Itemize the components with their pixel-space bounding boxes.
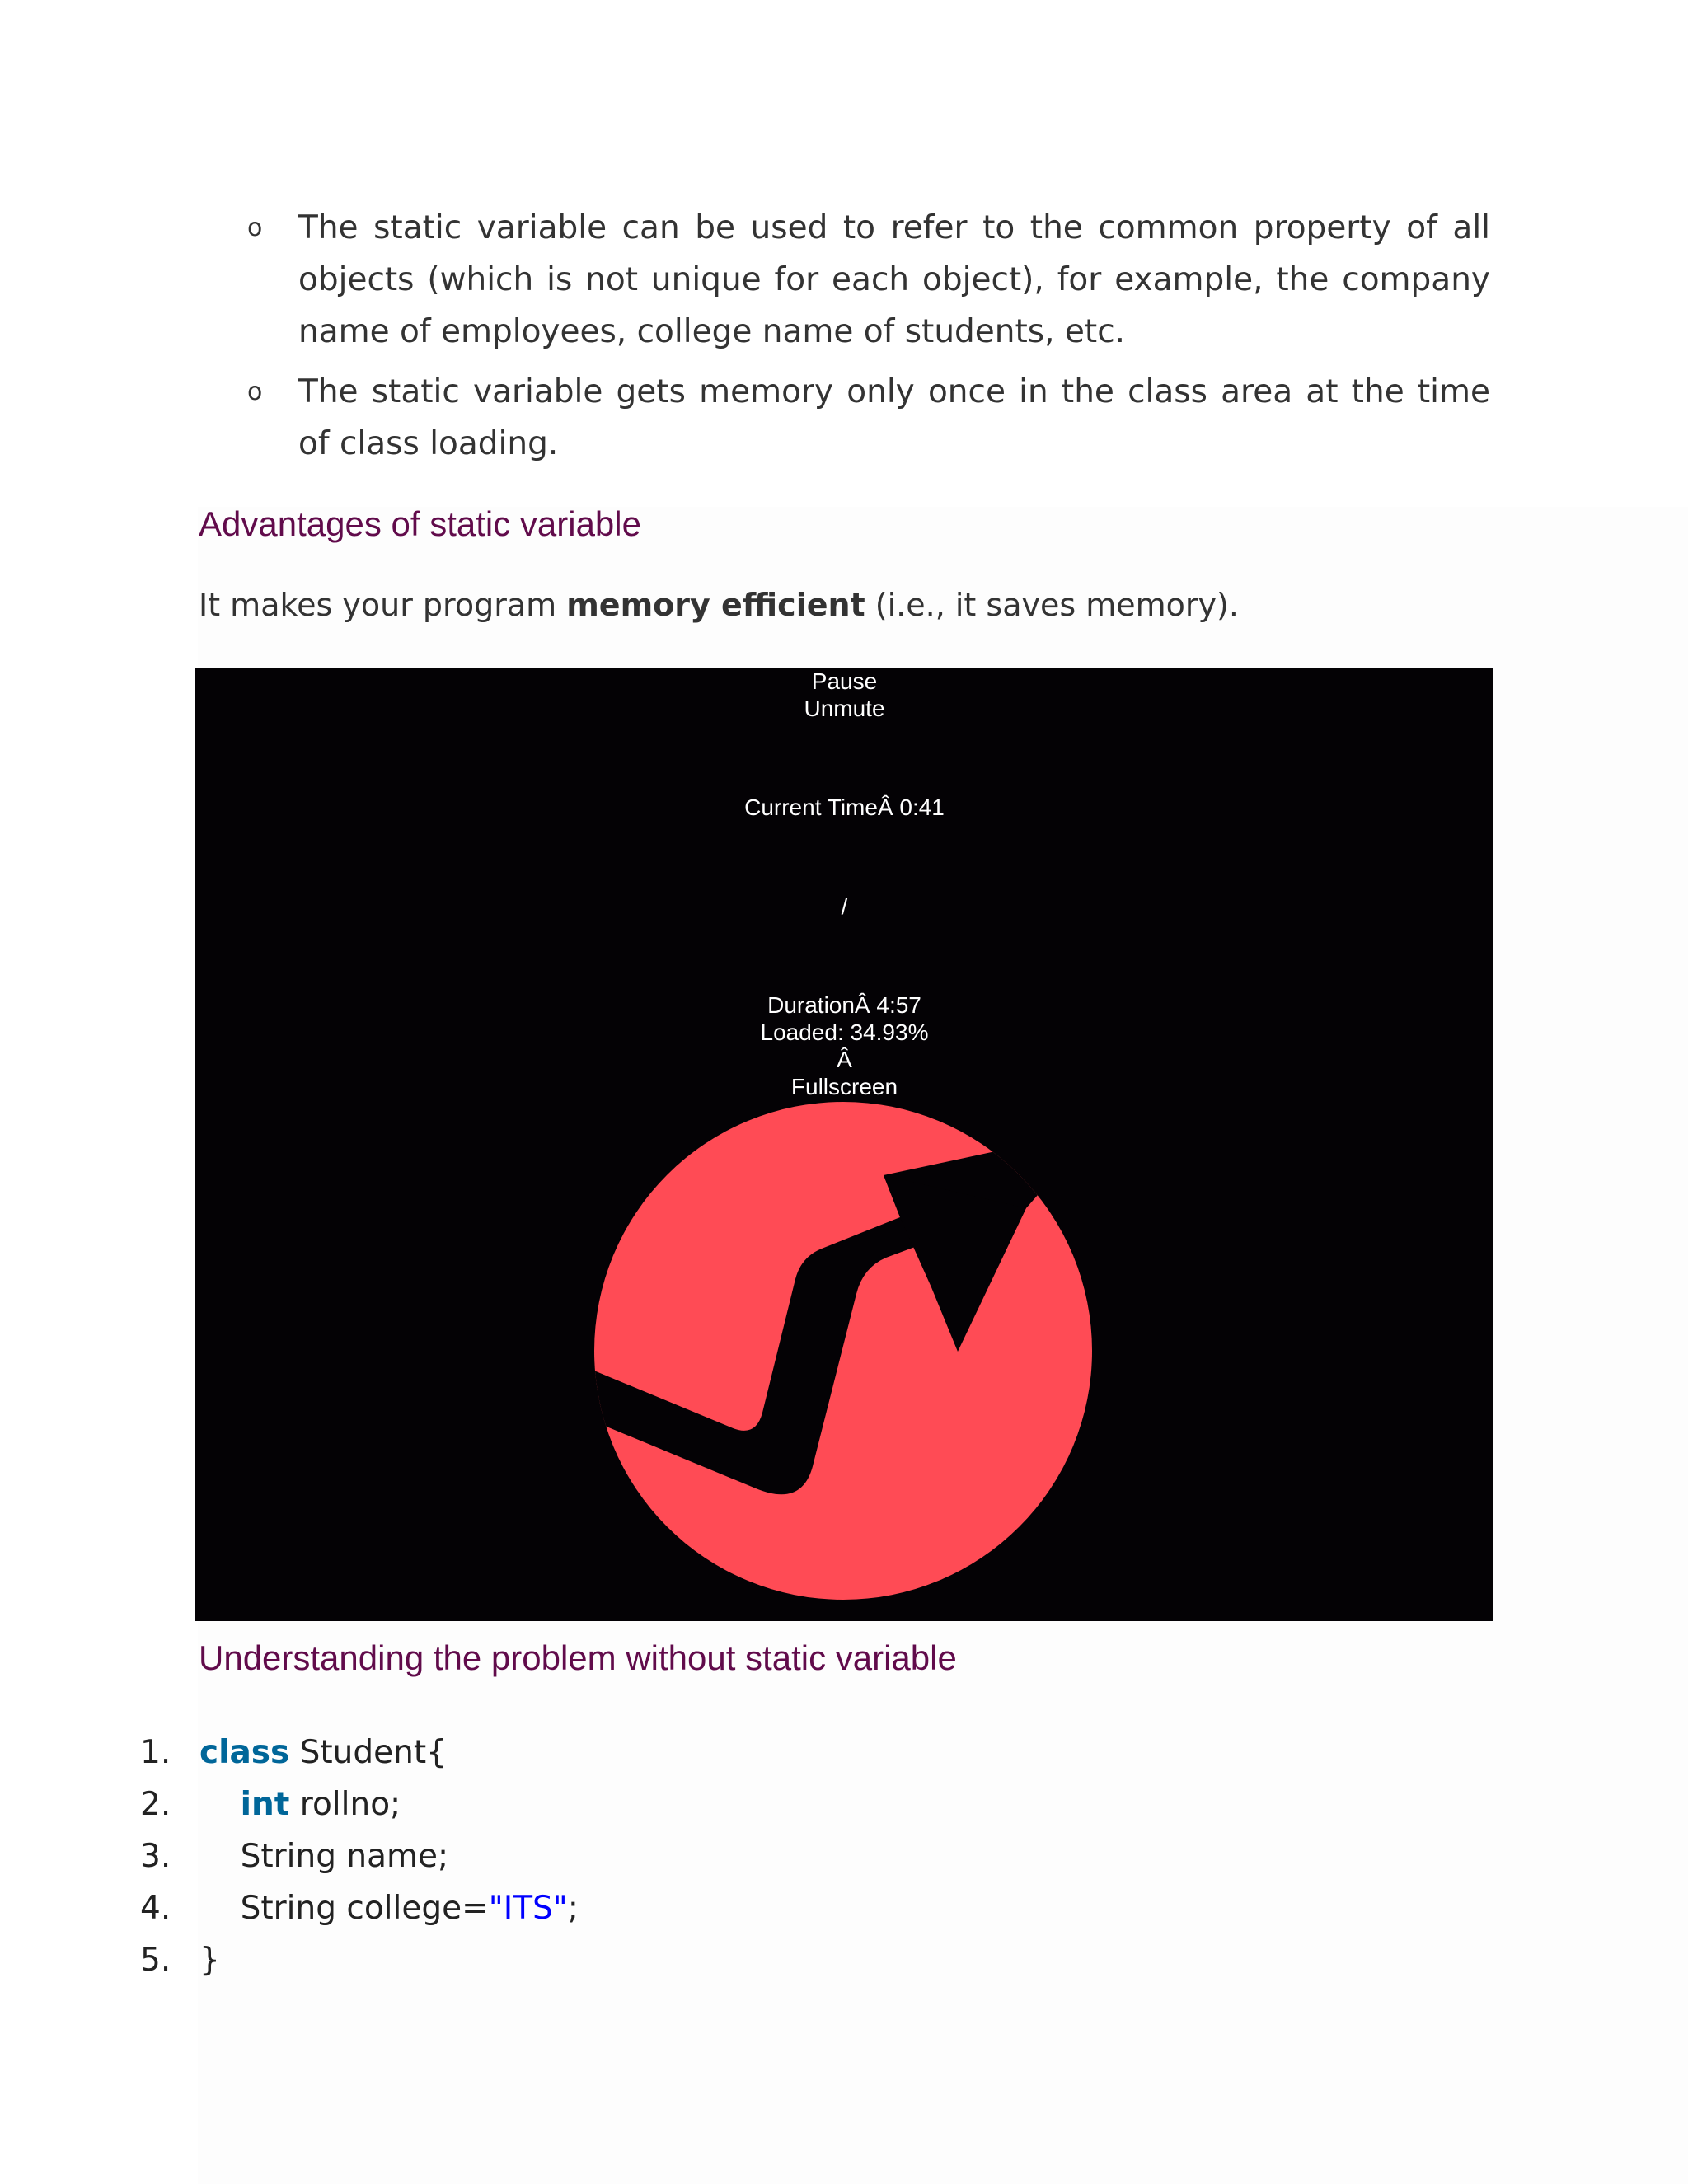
video-player[interactable] bbox=[195, 668, 1493, 1621]
code-line bbox=[140, 1779, 579, 1830]
spacer-text: Â bbox=[837, 1047, 852, 1072]
loaded-progress: Loaded: 34.93% bbox=[760, 1019, 929, 1045]
list-item bbox=[247, 202, 1490, 358]
advantages-paragraph bbox=[199, 587, 1239, 623]
fullscreen-button[interactable]: Fullscreen bbox=[790, 1074, 898, 1099]
code-line bbox=[140, 1882, 579, 1934]
code-keyword: int bbox=[240, 1786, 290, 1823]
current-time: Current TimeÂ 0:41 bbox=[744, 794, 945, 820]
code-string: "ITS" bbox=[488, 1890, 568, 1927]
bullet-text: The static variable gets memory only once in the class area at the time of class loading. bbox=[298, 373, 1490, 462]
unmute-button[interactable]: Unmute bbox=[804, 696, 885, 721]
code-text-tail: ; bbox=[567, 1890, 579, 1927]
list-item bbox=[247, 366, 1490, 470]
duration: DurationÂ 4:57 bbox=[767, 992, 921, 1018]
bullet-text: The static variable can be used to refer to the common property of all objects (which is not unique for each object), for example, the company name of employees, college name of students, etc. bbox=[298, 209, 1490, 350]
code-indent bbox=[199, 1890, 241, 1927]
code-text: String college= bbox=[240, 1890, 489, 1927]
bullet-list bbox=[247, 202, 1490, 478]
code-indent bbox=[199, 1838, 241, 1875]
intro-text-end: (i.e., it saves memory). bbox=[865, 587, 1239, 623]
time-separator: / bbox=[841, 893, 848, 919]
intro-bold-text: memory efficient bbox=[566, 587, 865, 623]
code-text: Student{ bbox=[289, 1734, 447, 1771]
line-number: 1. bbox=[140, 1734, 171, 1771]
code-text: } bbox=[199, 1942, 220, 1979]
line-number: 3. bbox=[140, 1838, 171, 1875]
code-indent bbox=[199, 1786, 241, 1823]
pause-button[interactable]: Pause bbox=[811, 668, 878, 694]
line-number: 5. bbox=[140, 1942, 171, 1979]
code-text: rollno; bbox=[289, 1786, 401, 1823]
section-heading-problem: Understanding the problem without static variable bbox=[199, 1638, 957, 1677]
section-heading-advantages: Advantages of static variable bbox=[199, 504, 641, 543]
trending-arrow-logo-icon bbox=[195, 668, 1493, 1621]
intro-text: It makes your program bbox=[199, 587, 567, 623]
code-keyword: class bbox=[199, 1734, 290, 1771]
line-number: 4. bbox=[140, 1890, 171, 1927]
bullet-marker: o bbox=[247, 377, 263, 406]
code-text: String name; bbox=[240, 1838, 449, 1875]
line-number: 2. bbox=[140, 1786, 171, 1823]
code-line bbox=[140, 1934, 579, 1986]
code-line bbox=[140, 1830, 579, 1882]
bullet-marker: o bbox=[247, 213, 263, 242]
code-block bbox=[140, 1727, 579, 1986]
code-line bbox=[140, 1727, 579, 1779]
